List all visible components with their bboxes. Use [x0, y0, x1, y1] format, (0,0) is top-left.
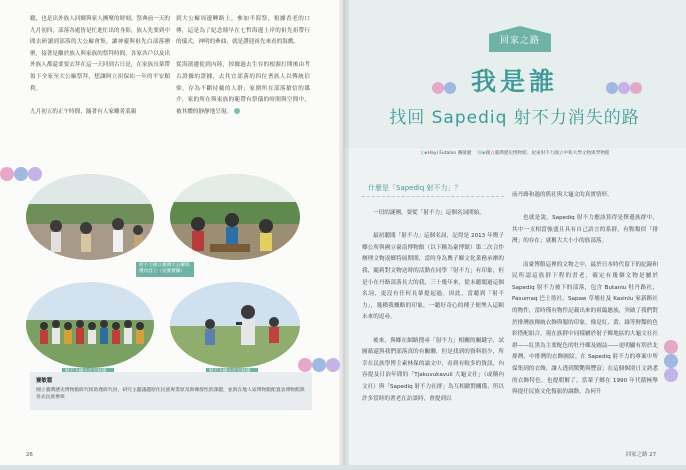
paragraph: 九月初五的正午時間，隨著有人家雕菁菜親: [30, 108, 137, 115]
section-tag: [489, 26, 551, 52]
page-number-right: 回家之路 27: [625, 452, 656, 458]
paragraph: 後來，與鄉在網路搜尋「射不力」相關的關鍵字，試圖藉還與我們部落真的有關聯，但是找到的資料很少，所幸在民族學博主素林保的論文中，看到有較多的資訊，內容提及日治年間的「Tjakuvukavuli 大龜文社」（或稱內文社）與「Sapediq 射不力社群」為互相敵對關係，所以許多當時的著老在訪談時，會提到以: [362, 337, 504, 402]
dot-icon: [312, 358, 326, 372]
photo-procession: [26, 174, 154, 260]
question-heading: 什麼是「Sapediq 射不力」？: [368, 184, 462, 192]
decorative-dots: [0, 167, 60, 181]
photo-elder-speaking: [170, 282, 300, 368]
right-text-column-1: [362, 208, 504, 417]
dot-icon: [298, 358, 312, 372]
dot-icon: [14, 167, 28, 181]
dot-icon: [664, 368, 678, 382]
author-note-text: 國立臺灣歷史博物館研究組助理研究員，研究主題議題原住民族專業原及與傳群性的課題，並與在地人家博物館配置表博物館與各式民族參與: [36, 388, 305, 400]
byline-image-credit: 國立臺灣歷史博物館．屋東射不力國立中和大學文物與學: [485, 151, 601, 156]
paragraph: 前丹路和過的舊社與大龜文的真實情形。: [512, 192, 613, 198]
decorative-dots: [660, 340, 684, 440]
author-note-title: 賽敏麗: [36, 378, 53, 384]
byline: [343, 150, 686, 156]
article-subtitle: 找回 Sapediq 射不力消失的路: [389, 108, 640, 128]
section-tag-label: 回家之路: [499, 36, 540, 46]
decorative-dots: [298, 358, 346, 372]
paragraph: 一切的謎團，要從「射不力」這個名詞開始。: [373, 210, 485, 216]
page-number-left: 26: [26, 452, 33, 458]
dot-icon: [664, 340, 678, 354]
photo-group: [26, 282, 154, 368]
photo-image: [26, 174, 154, 260]
end-mark-icon: [234, 108, 240, 114]
heading-divider: [362, 196, 504, 197]
byline-image-label: 圖◆: [477, 151, 486, 156]
byline-credit-tail: 物館: [600, 151, 610, 156]
paragraph: 到大公廨周邊轉路上，參加半海祭，根據香老的口傳，這是為了紀念鼎早在七哲海邊上岸的祖先祖帶行的儀式，神明的牽曲，就是讚迎祖先來看的海戲。: [176, 16, 310, 46]
photo-image: [170, 174, 300, 260]
footer-band: [0, 465, 343, 470]
photo-image: [26, 282, 154, 368]
byline-author-label: 文◆: [419, 151, 428, 156]
dot-icon: [664, 354, 678, 368]
byline-author: Hayi Futalan 賽敏麗: [427, 151, 472, 156]
paragraph: 也就是說，Sapediq 射不力應該算得是擇邊族群中，其中一支相當強盛且具有自己語言的系群，有點類似「排灣」的存在；就稱大大小小的族部落。: [512, 215, 658, 245]
paragraph: 聽，也是出外族人回鄉與家人團聚的時刻。祭典前一天的九月初四，部落各處皆是忙進忙出的身影，族人先要到中間去研讀到部落的大公廨會集，讓神靈與祖先白部落團聚，接著是離於族人與家族的祭拜時間，各家各戶以及出外族人都還要要去拜在這一天回到古日是，在家族長輩帶領下全家至大公廨祭拜，想讓阿立祖保佑一年的平安順利。: [30, 16, 170, 92]
article-title: 我是誰: [470, 67, 558, 96]
paragraph: 最初聽聞「射不力」這個名詞，記得是 2013 年輿子鄉公所與國立臺南博物館（以下稱為臺博館）第二次合作辦理文物返鄉特展期間，當時身為輿子鄉文化業務承辦的我，隨莉對文物送時的活動在同學「射不力」有印象，但是小在丹路部落長大的我，三十幾年來，從未聽聞過這個名詞，更沒有任何長輩提起過。因此，當聽到「射不力」，幾種我概略的印象，一聽好奇心的種子便埋入這顆未來的追尋。: [362, 233, 504, 321]
photo-weaving: [170, 174, 300, 260]
author-note: [30, 372, 312, 410]
right-text-column-2: [512, 190, 658, 410]
photo-caption: 射不力國立臺灣大公廨與禮內容上（吳雅薈攝）: [136, 262, 194, 277]
left-text-column-1: [30, 14, 170, 130]
left-text-column-2: [176, 14, 310, 130]
dot-icon: [326, 358, 340, 372]
paragraph: 從海濱遷徙到內陸，掠據過去生存的根源打開後由考古證據的證據，去其宜部落的四位耆族人以傳統信仰，存為不斷持戴的人群；家圍所在部落搶信的媒介，家的所在與家族的範帶有祭儀的時間與空間中，被其體的靜靜地呈現。: [176, 62, 310, 115]
footer-band: [343, 465, 686, 470]
paragraph: 而臺博館這裡的文物之中，最於日本時代留下的紀錄和民所認這族群下程的書老，確定有幾個文物是屬於 Sapediq 射不力被下的部落，包含 Butanlu 牡丹路社、Pasumaq 巴士墨社、Sapaw 草埔社及 Kasinlu 家新路社的物件，當時僅有物件記載出來的祖臨應族，突破了我們對於排灣族傳統衣飾與服的印象，像是紅、黃、綠等鮮豔的色彩搭配組合，現在族群中同樣屬於射子鄉地區的大龜文社社群——紅黑為主要配色的牡丹鄉及圖誌——更明顯有別於北排灣、中排灣的衣飾圖紋。在 Sapediq 射不力的專案中所保集到的衣飾，讓人透到驚艷與豐富；在這個個別日文熟悉的衣飾特色，也提朝解了，當輩子鄉在 1990 年代積極舉與提任民族文化復振的調動，為何升: [512, 261, 658, 396]
photo-image: [170, 282, 300, 368]
dot-icon: [0, 167, 14, 181]
dot-icon: [28, 167, 42, 181]
